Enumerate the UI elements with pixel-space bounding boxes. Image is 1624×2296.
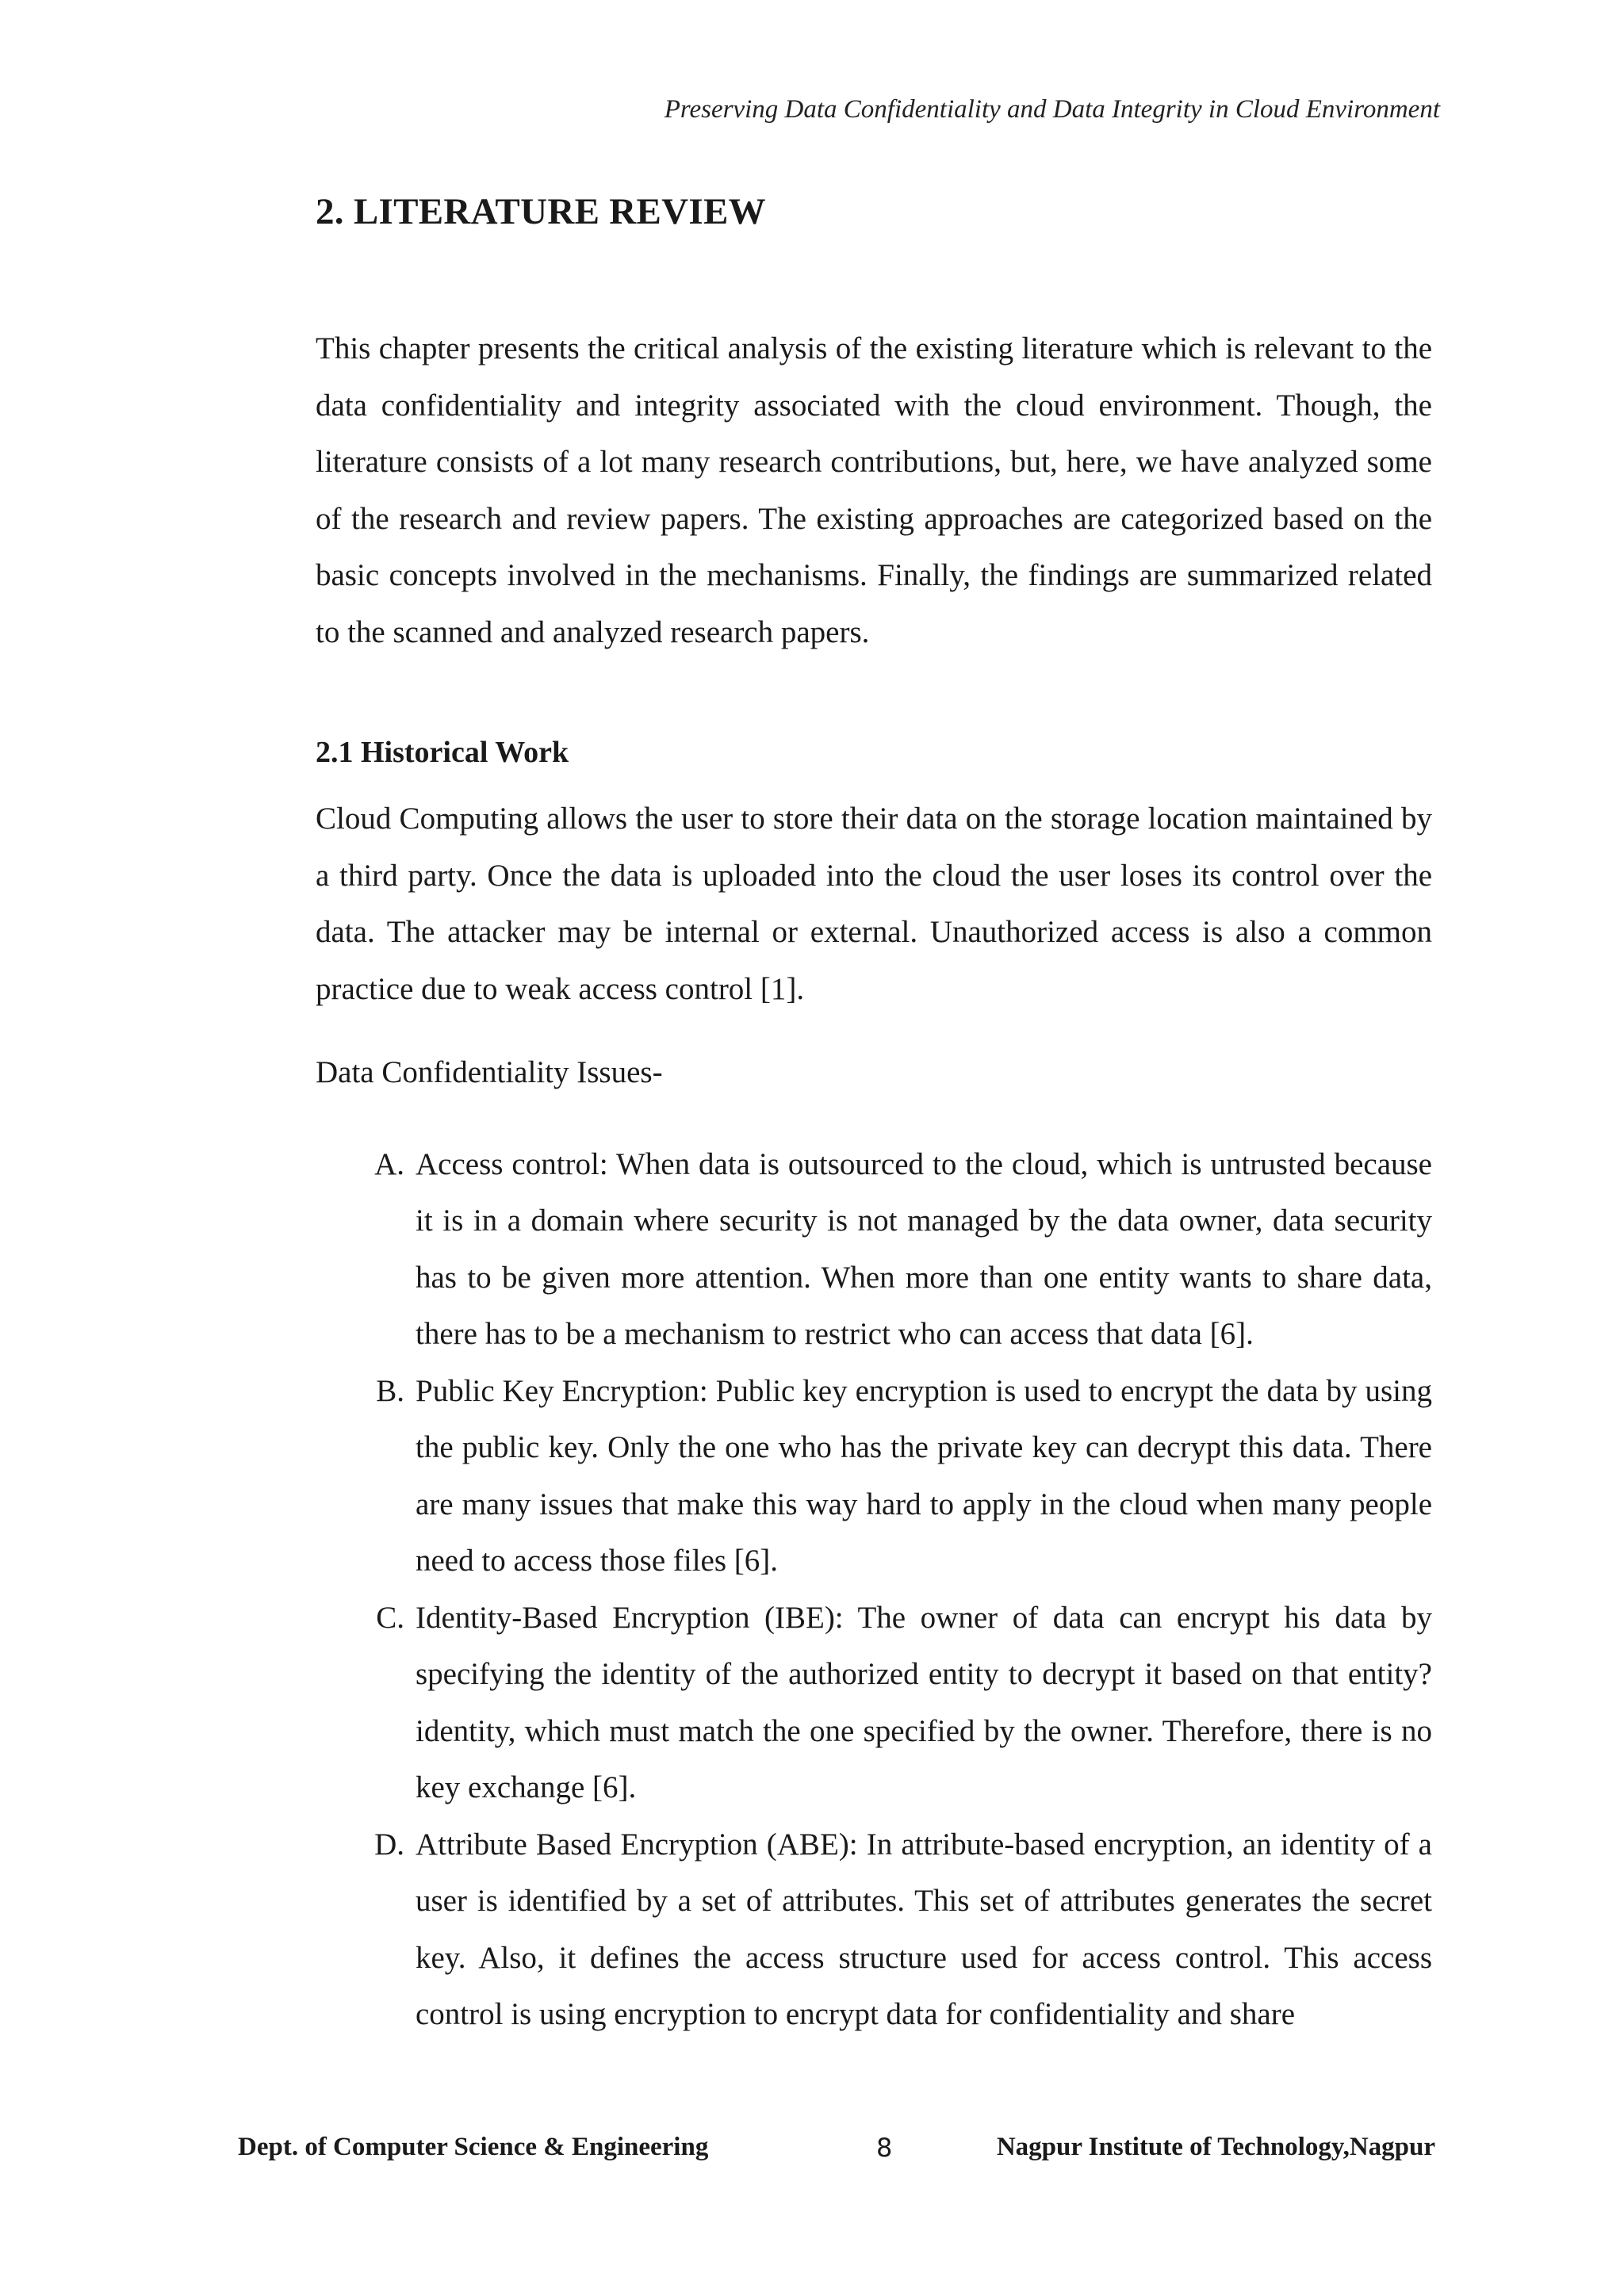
list-marker: B. — [376, 1373, 404, 1408]
list-marker: A. — [374, 1146, 404, 1181]
list-item — [316, 1816, 1432, 2043]
page-content — [316, 190, 1432, 2043]
issues-subheading: Data Confidentiality Issues- — [316, 1055, 663, 1089]
chapter-title: 2. LITERATURE REVIEW — [316, 191, 766, 232]
issues-list — [316, 1136, 1432, 2043]
historical-work-paragraph: Cloud Computing allows the user to store their data on the storage location maintained by a third party. Once the data is uploaded into the cloud the user loses its control over the data. The attacker may be internal or external. Unauthorized access is also a common practice due to weak access control [1]. — [316, 802, 1432, 1006]
list-marker: D. — [374, 1827, 404, 1862]
running-header: Preserving Data Confidentiality and Data Integrity in Cloud Environment — [664, 95, 1440, 124]
list-item — [316, 1590, 1432, 1816]
intro-paragraph: This chapter presents the critical analysis of the existing literature which is relevant to the data confidentiality and integrity associated with the cloud environment. Though, the literature consists of a lot many research contributions, but, here, we have analyzed some of the research and review papers. The existing approaches are categorized based on the basic concepts involved in the mechanisms. Finally, the findings are summarized related to the scanned and analyzed research papers. — [316, 331, 1432, 649]
footer-institute: Nagpur Institute of Technology,Nagpur — [996, 2133, 1435, 2161]
list-item — [316, 1136, 1432, 1363]
list-marker: C. — [376, 1600, 404, 1635]
list-item-text: Public Key Encryption: Public key encryption is used to encrypt the data by using the public key. Only the one who has the private key can decrypt this data. There are many issues that make this way hard to apply in the cloud when many people need to access those files [6]. — [416, 1373, 1432, 1578]
section-title: 2.1 Historical Work — [316, 736, 569, 769]
list-item — [316, 1363, 1432, 1590]
list-item-text: Access control: When data is outsourced to the cloud, which is untrusted because it is in a domain where security is not managed by the data owner, data security has to be given more attention. When more than one entity wants to share data, there has to be a mechanism to restrict who can access that data [6]. — [416, 1146, 1432, 1351]
footer-department: Dept. of Computer Science & Engineering — [238, 2133, 709, 2161]
list-item-text: Identity-Based Encryption (IBE): The owner of data can encrypt his data by specifying the identity of the authorized entity to decrypt it based on that entity? identity, which must match the one specified by the owner. Therefore, there is no key exchange [6]. — [416, 1600, 1432, 1804]
list-item-text: Attribute Based Encryption (ABE): In attribute-based encryption, an identity of a user is identified by a set of attributes. This set of attributes generates the secret key. Also, it defines the access structure used for access control. This access control is using encryption to encrypt data for confidentiality and share — [416, 1827, 1432, 2031]
page-number: 8 — [876, 2133, 893, 2163]
